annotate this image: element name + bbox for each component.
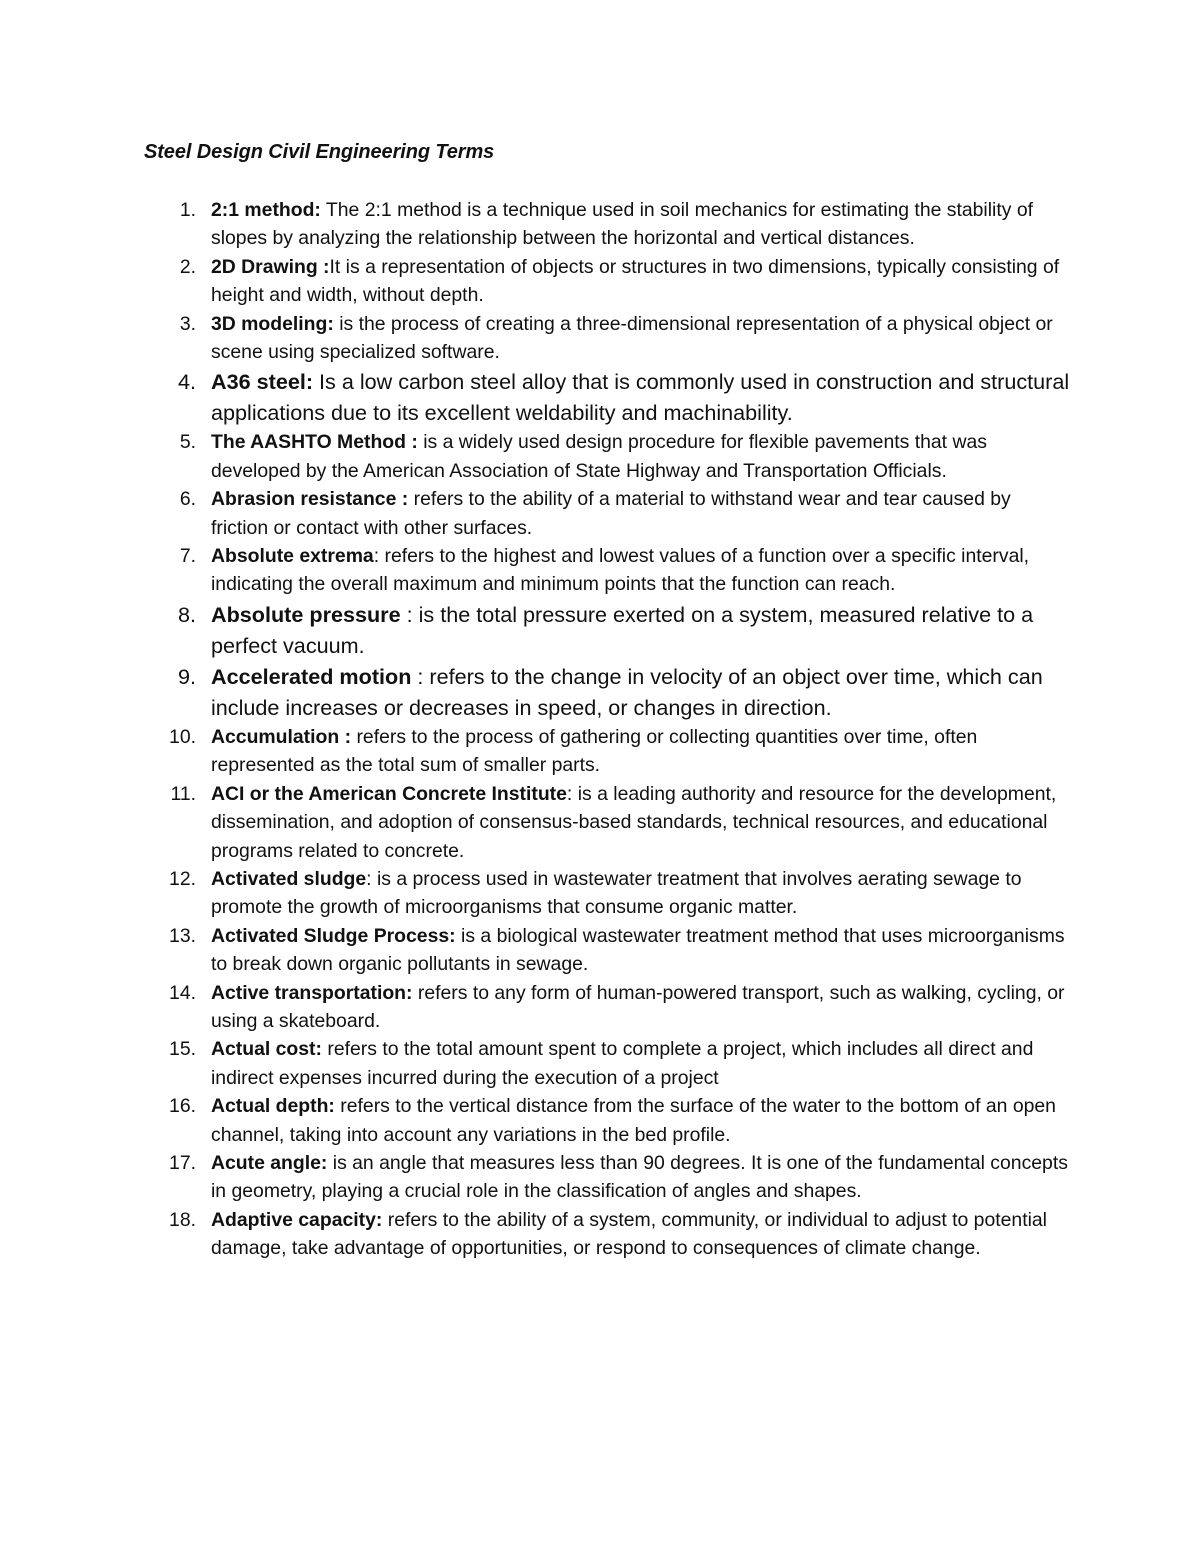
term-name: Abrasion resistance : [211, 488, 409, 511]
list-item [0, 661, 1200, 723]
term-name: Absolute pressure [211, 601, 401, 627]
list-item [0, 366, 1200, 428]
item-number: 7. [179, 545, 196, 568]
term-definition: refers to the ability of a system, community, or individual to adjust to potential damage, take advantage of opportunities, or respond to consequences of climate change. [211, 1208, 1047, 1260]
item-number: 13. [169, 924, 196, 947]
item-number: 18. [169, 1208, 196, 1231]
list-item [0, 1206, 1200, 1263]
term-name: Actual cost: [211, 1038, 322, 1061]
document-title: Steel Design Civil Engineering Terms [144, 141, 495, 163]
term-definition: is an angle that measures less than 90 degrees. It is one of the fundamental concepts in geometry, playing a crucial role in the classification of angles and shapes. [211, 1151, 1068, 1203]
item-number: 15. [169, 1038, 196, 1061]
item-number: 1. [179, 199, 196, 221]
item-number: 11. [170, 782, 196, 805]
term-definition: : refers to the highest and lowest values of a function over a specific interval, indicating the overall maximum and minimum points that the function can reach. [211, 545, 1030, 596]
list-item [0, 780, 1200, 865]
list-item [0, 542, 1200, 599]
list-item [0, 865, 1200, 922]
list-item [0, 310, 1200, 367]
item-number: 2. [179, 255, 196, 278]
item-number: 9. [177, 663, 196, 689]
term-name: Activated Sludge Process: [211, 924, 456, 947]
term-definition: : is a leading authority and resource for the development, dissemination, and adoption of consensus-based standards, technical resources, and educational programs related to concrete. [211, 782, 1057, 862]
term-definition: is a biological wastewater treatment method that uses microorganisms to break down organic pollutants in sewage. [211, 924, 1065, 976]
list-item [0, 428, 1200, 485]
item-number: 3. [179, 312, 196, 335]
list-item [0, 1092, 1200, 1149]
list-item [0, 723, 1200, 780]
term-name: 2D Drawing : [211, 255, 330, 278]
list-item [0, 1035, 1200, 1092]
term-name: The AASHTO Method : [211, 431, 418, 454]
term-name: Accelerated motion [211, 663, 412, 689]
term-definition: : is a process used in wastewater treatment that involves aerating sewage to promote the growth of microorganisms that consume organic matter. [211, 867, 1022, 919]
term-name: 3D modeling: [211, 312, 334, 335]
term-name: A36 steel: [211, 369, 314, 395]
term-definition: refers to the vertical distance from the surface of the water to the bottom of an open channel, taking into account any variations in the bed profile. [211, 1095, 1056, 1146]
item-number: 16. [169, 1095, 196, 1118]
term-definition: refers to the process of gathering or collecting quantities over time, often represented as the total sum of smaller parts. [211, 725, 978, 777]
term-definition: refers to any form of human-powered transport, such as walking, cycling, or using a skateboard. [211, 981, 1065, 1032]
list-item [0, 253, 1200, 310]
terms-list [0, 196, 1200, 1263]
item-number: 4. [177, 369, 196, 395]
term-name: 2:1 method: [211, 199, 321, 221]
item-number: 5. [179, 431, 196, 454]
term-name: Adaptive capacity: [211, 1208, 383, 1231]
term-definition: The 2:1 method is a technique used in soil mechanics for estimating the stability of slopes by analyzing the relationship between the horizontal and vertical distances. [211, 199, 1033, 250]
term-name: Accumulation : [211, 725, 352, 748]
list-item [0, 196, 1200, 253]
item-number: 8. [177, 601, 196, 627]
term-definition: : is the total pressure exerted on a system, measured relative to a perfect vacuum. [211, 601, 1034, 658]
term-definition: refers to the ability of a material to withstand wear and tear caused by friction or contact with other surfaces. [211, 488, 1011, 539]
item-number: 10. [169, 725, 196, 748]
item-number: 17. [169, 1151, 196, 1174]
term-name: Acute angle: [211, 1151, 328, 1174]
term-definition: is the process of creating a three-dimensional representation of a physical object or scene using specialized software. [211, 312, 1053, 364]
list-item [0, 922, 1200, 979]
term-name: Active transportation: [211, 981, 413, 1004]
term-definition: : refers to the change in velocity of an object over time, which can include increases or decreases in speed, or changes in direction. [211, 663, 1043, 720]
term-definition: is a widely used design procedure for flexible pavements that was developed by the American Association of State Highway and Transportation Officials. [211, 431, 987, 482]
list-item [0, 979, 1200, 1036]
list-item [0, 1149, 1200, 1206]
term-definition: Is a low carbon steel alloy that is commonly used in construction and structural applications due to its excellent weldability and machinability. [211, 369, 1070, 426]
list-item [0, 599, 1200, 661]
term-name: Activated sludge [211, 867, 367, 890]
item-number: 12. [169, 867, 196, 890]
term-name: Absolute extrema [211, 545, 374, 568]
item-number: 14. [169, 981, 196, 1004]
term-definition: refers to the total amount spent to complete a project, which includes all direct and indirect expenses incurred during the execution of a project [211, 1038, 1034, 1089]
term-name: ACI or the American Concrete Institute [211, 782, 567, 805]
list-item [0, 485, 1200, 542]
item-number: 6. [179, 488, 196, 511]
term-definition: It is a representation of objects or structures in two dimensions, typically consisting of height and width, without depth. [211, 255, 1060, 307]
term-name: Actual depth: [211, 1095, 335, 1118]
